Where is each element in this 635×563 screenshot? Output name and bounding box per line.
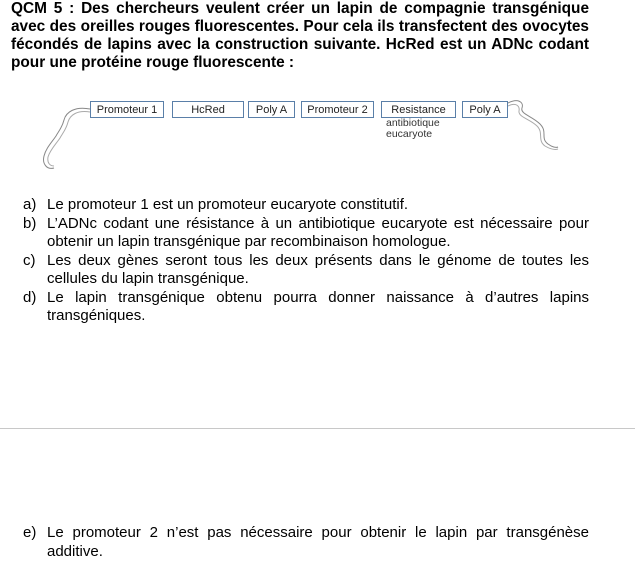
answer-letter: e)	[23, 524, 37, 541]
answer-text: Les deux gènes seront tous les deux présents dans le génome de toutes les cellules du lapin transgénique.	[47, 251, 589, 287]
answer-e	[23, 524, 589, 561]
answer-text: Le promoteur 2 n’est pas nécessaire pour obtenir le lapin par transgénèse additive.	[47, 524, 589, 560]
segment-promoteur-1: Promoteur 1	[90, 101, 164, 118]
answer-text: Le lapin transgénique obtenu pourra donner naissance à d’autres lapins transgéniques.	[47, 288, 589, 324]
segment-hcred: HcRed	[172, 101, 244, 118]
question-text: QCM 5 : Des chercheurs veulent créer un lapin de compagnie transgénique avec des oreilles rouges fluorescentes. Pour cela ils transfectent des ovocytes fécondés de lapins avec la construction suivante. HcRed est un ADNc codant pour une protéine rouge fluorescente :	[11, 0, 589, 71]
page-divider	[0, 428, 635, 429]
answer-letter: c)	[23, 251, 36, 269]
resistance-sublabel-line-2: eucaryote	[386, 128, 433, 140]
answer-list-continued	[23, 524, 589, 561]
segment-resistance: Resistance	[381, 101, 456, 118]
resistance-sublabel	[386, 118, 440, 140]
answer-b	[23, 215, 589, 252]
answer-a	[23, 196, 589, 215]
answer-letter: d)	[23, 288, 37, 306]
resistance-sublabel-line-1: antibiotique	[386, 117, 440, 129]
answer-letter: a)	[23, 196, 37, 213]
answer-text: L’ADNc codant une résistance à un antibiotique eucaryote est nécessaire pour obtenir un lapin transgénique par recombinaison homologue.	[47, 214, 589, 250]
answer-letter: b)	[23, 214, 37, 232]
answer-d	[23, 289, 589, 326]
segment-poly-a-1: Poly A	[248, 101, 295, 118]
answer-text: Le promoteur 1 est un promoteur eucaryote constitutif.	[47, 196, 409, 213]
answer-c	[23, 252, 589, 289]
answer-list	[23, 196, 589, 326]
segment-promoteur-2: Promoteur 2	[301, 101, 374, 118]
segment-poly-a-2: Poly A	[462, 101, 508, 118]
